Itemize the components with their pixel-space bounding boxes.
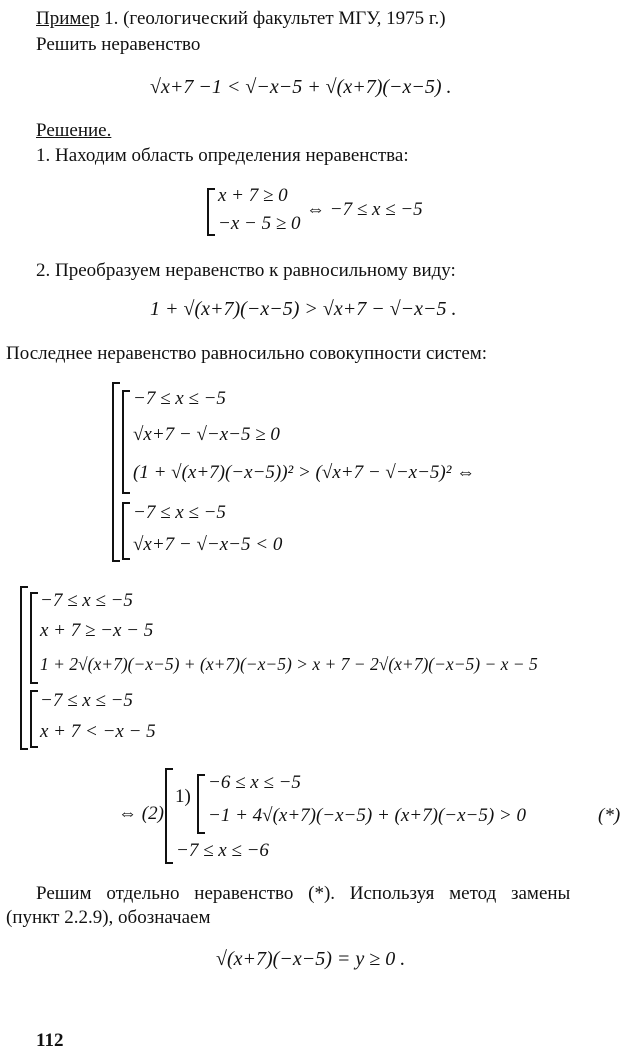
example-source: 1. (геологический факультет МГУ, 1975 г.)	[99, 8, 446, 29]
system1-brace-b	[122, 502, 130, 560]
system3-outer-bracket	[165, 768, 173, 864]
system3-brace	[197, 774, 205, 834]
closing-line1: Решим отдельно неравенство (*). Используя метод замены	[36, 883, 571, 904]
collection-text: Последнее неравенство равносильно совокупности систем:	[6, 343, 488, 364]
system3-c2: −1 + 4√(x+7)(−x−5) + (x+7)(−x−5) > 0	[208, 805, 526, 826]
domain-line1: x + 7 ≥ 0	[218, 185, 288, 206]
system1-b1: −7 ≤ x ≤ −5	[133, 502, 226, 523]
system1-outer-bracket	[112, 382, 120, 562]
system1-a2: √x+7 − √−x−5 ≥ 0	[133, 424, 280, 445]
example-label: Пример	[36, 8, 100, 29]
system3-c3: −7 ≤ x ≤ −6	[176, 840, 269, 861]
example-heading	[36, 8, 446, 30]
system2-a1: −7 ≤ x ≤ −5	[40, 590, 133, 611]
domain-result: ⇔ −7 ≤ x ≤ −5	[306, 199, 423, 220]
system2-a3: 1 + 2√(x+7)(−x−5) + (x+7)(−x−5) > x + 7 − 2√(x+7)(−x−5) − x − 5	[40, 654, 538, 674]
system2-b2: x + 7 < −x − 5	[40, 721, 156, 742]
equivalent-inequality: 1 + √(x+7)(−x−5) > √x+7 − √−x−5 .	[150, 298, 457, 320]
system3-prefix: ⇔ (2)	[118, 803, 164, 824]
system3-case-label: 1)	[175, 786, 191, 807]
system1-a1: −7 ≤ x ≤ −5	[133, 388, 226, 409]
system2-a2: x + 7 ≥ −x − 5	[40, 620, 154, 641]
system1-brace-a	[122, 390, 130, 494]
system2-brace-a	[30, 592, 38, 684]
system3-c1: −6 ≤ x ≤ −5	[208, 772, 301, 793]
system2-brace-b	[30, 690, 38, 748]
domain-line2: −x − 5 ≥ 0	[218, 213, 301, 234]
system3-star-label: (*)	[598, 805, 621, 826]
main-inequality: √x+7 −1 < √−x−5 + √(x+7)(−x−5) .	[150, 76, 452, 98]
system1-a3: (1 + √(x+7)(−x−5))² > (√x+7 − √−x−5)² ⇔	[133, 462, 476, 483]
domain-system-brace	[207, 188, 215, 236]
step1-text: 1. Находим область определения неравенства:	[36, 145, 409, 166]
system2-b1: −7 ≤ x ≤ −5	[40, 690, 133, 711]
substitution-formula: √(x+7)(−x−5) = y ≥ 0 .	[216, 948, 406, 970]
step2-text: 2. Преобразуем неравенство к равносильному виду:	[36, 260, 456, 281]
solution-label: Решение.	[36, 120, 112, 141]
page-number: 112	[36, 1030, 64, 1051]
system2-outer-bracket	[20, 586, 28, 750]
closing-line2: (пункт 2.2.9), обозначаем	[6, 907, 211, 928]
system1-b2: √x+7 − √−x−5 < 0	[133, 534, 283, 555]
task-statement: Решить неравенство	[36, 34, 201, 55]
